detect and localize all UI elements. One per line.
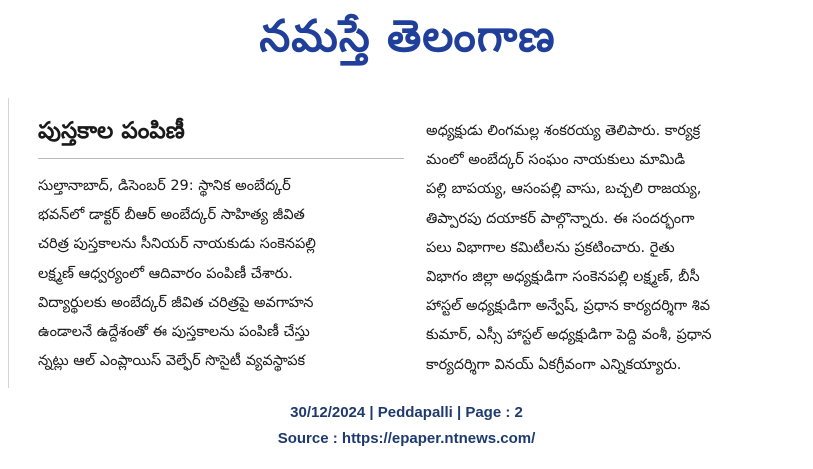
article-line: కార్యదర్శిగా వినయ్ ఏకగ్రీవంగా ఎన్నికయ్యారు.	[426, 356, 682, 373]
article-right-column	[426, 117, 774, 380]
article-line: పల్లి బాపయ్య, ఆసంపల్లి వాసు, బచ్చలి రాజయ్య,	[426, 181, 702, 198]
article-line: తిప్పారపు దయాకర్ పాల్గొన్నారు. ఈ సందర్భంగా	[426, 210, 695, 227]
newspaper-masthead: నమస్తే తెలంగాణ	[259, 11, 556, 62]
article-line: విద్యార్థులకు అంబేద్కర్ జీవిత చరిత్రపై అవగాహన	[38, 294, 314, 311]
article-line: పలు విభాగాల కమిటీలను ప్రకటించారు. రైతు	[426, 239, 675, 256]
article-line: అధ్యక్షుడు లింగమల్ల శంకరయ్య తెలిపారు. కార్యక్ర	[426, 123, 701, 139]
article-line: విభాగం జిల్లా అధ్యక్షుడిగా సంకెనపల్లి లక్ష్మణ్, బీసీ	[426, 269, 700, 286]
article-line: చరిత్ర పుస్తకాలను సీనియర్ నాయకుడు సంకెనపల్లి	[38, 236, 316, 253]
article-line: న్నట్లు ఆల్ ఎంప్లాయిస్ వెల్ఫేర్ సొసైటీ వ్యవస్థాపక	[38, 353, 306, 370]
footer-source-link[interactable]: Source : https://epaper.ntnews.com/	[277, 430, 536, 447]
article-line: సుల్తానాబాద్, డిసెంబర్ 29: స్థానిక అంబేద్కర్	[38, 178, 291, 194]
headline-divider	[38, 158, 404, 159]
article-line: మంలో అంబేద్కర్ సంఘం నాయకులు మామిడి	[426, 152, 686, 169]
article-line: కుమార్, ఎస్సీ హాస్టల్ అధ్యక్షుడిగా పెద్ది వంశీ, ప్రధాన	[426, 327, 712, 344]
footer-date-edition-page: 30/12/2024 | Peddapalli | Page : 2	[290, 404, 523, 421]
article-line: లక్ష్మణ్ ఆధ్వర్యంలో ఆదివారం పంపిణీ చేశారు.	[38, 265, 293, 282]
article-left-column	[38, 172, 408, 376]
article-line: భవన్‌లో డాక్టర్ బీఆర్ అంబేద్కర్ సాహిత్య జీవిత	[38, 207, 305, 224]
article-line: హాస్టల్ అధ్యక్షుడిగా అన్వేష్, ప్రధాన కార్యదర్శిగా శివ	[426, 298, 711, 315]
article-headline: పుస్తకాల పంపిణీ	[38, 118, 185, 144]
article-line: ఉండాలనే ఉద్దేశంతో ఈ పుస్తకాలను పంపిణీ చేస్తు	[38, 324, 310, 341]
